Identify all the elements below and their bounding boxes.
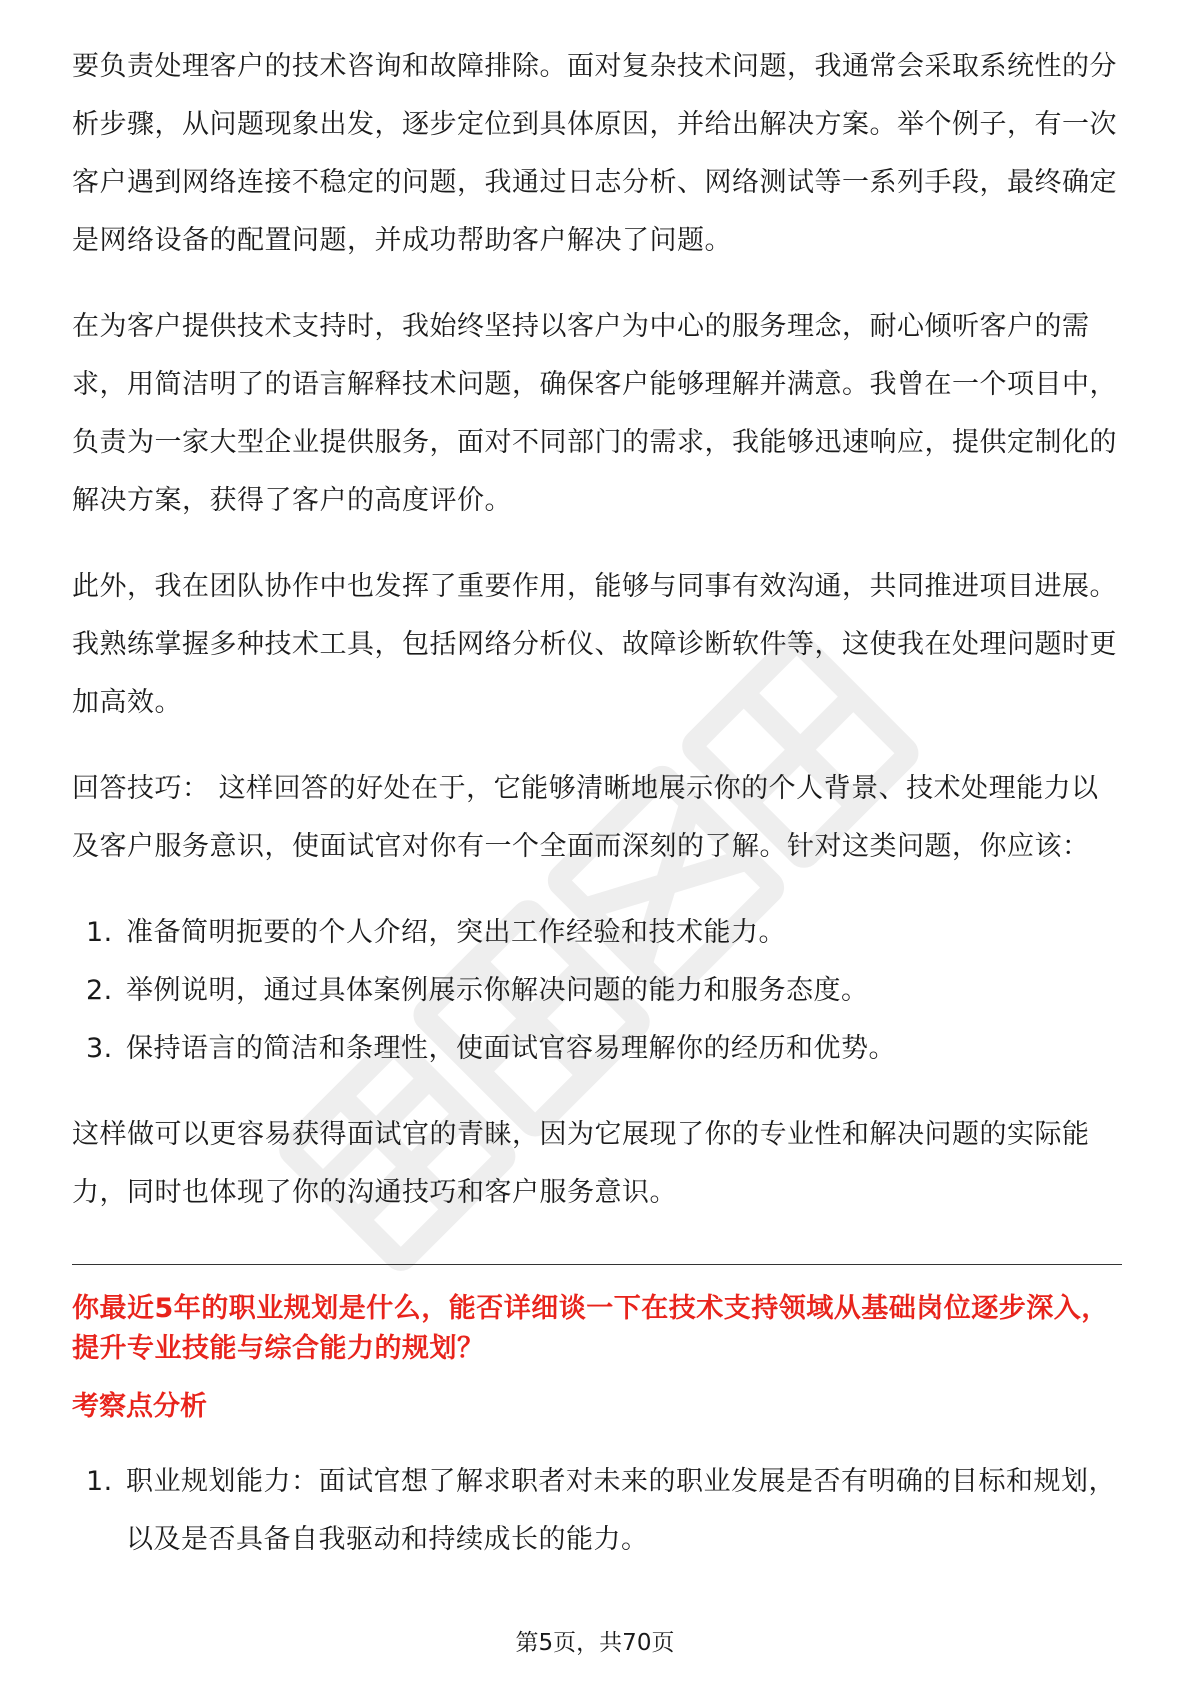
list-item-number: 3. [86, 1033, 113, 1064]
page-content [72, 38, 1122, 1569]
paragraph-customer-service: 在为客户提供技术支持时，我始终坚持以客户为中心的服务理念，耐心倾听客户的需求，用简洁明了的语言解释技术问题，确保客户能够理解并满意。我曾在一个项目中，负责为一家大型企业提供服务，面对不同部门的需求，我能够迅速响应，提供定制化的解决方案，获得了客户的高度评价。 [72, 311, 1117, 516]
list-item [72, 904, 1122, 962]
paragraph-experience: 要负责处理客户的技术咨询和故障排除。面对复杂技术问题，我通常会采取系统性的分析步骤，从问题现象出发，逐步定位到具体原因，并给出解决方案。举个例子，有一次客户遇到网络连接不稳定的问题，我通过日志分析、网络测试等一系列手段，最终确定是网络设备的配置问题，并成功帮助客户解决了问题。 [72, 51, 1117, 256]
list-item-number: 1. [86, 1466, 113, 1497]
list-item [72, 1453, 1122, 1569]
analysis-list [72, 1453, 1122, 1569]
list-item-text: 保持语言的简洁和条理性，使面试官容易理解你的经历和优势。 [126, 1033, 896, 1064]
section-divider [72, 1264, 1122, 1265]
paragraph-teamwork: 此外，我在团队协作中也发挥了重要作用，能够与同事有效沟通，共同推进项目进展。我熟练掌握多种技术工具，包括网络分析仪、故障诊断软件等，这使我在处理问题时更加高效。 [72, 571, 1117, 718]
tips-list [72, 904, 1122, 1078]
list-item-text: 职业规划能力：面试官想了解求职者对未来的职业发展是否有明确的目标和规划，以及是否具备自我驱动和持续成长的能力。 [126, 1466, 1116, 1555]
list-item-text: 准备简明扼要的个人介绍，突出工作经验和技术能力。 [126, 917, 786, 948]
analysis-heading: 考察点分析 [72, 1391, 207, 1422]
list-item [72, 962, 1122, 1020]
paragraph-answer-tips: 回答技巧： 这样回答的好处在于，它能够清晰地展示你的个人背景、技术处理能力以及客户服务意识，使面试官对你有一个全面而深刻的了解。针对这类问题，你应该： [72, 773, 1099, 862]
paragraph-closing: 这样做可以更容易获得面试官的青睐，因为它展现了你的专业性和解决问题的实际能力，同时也体现了你的沟通技巧和客户服务意识。 [72, 1119, 1090, 1208]
list-item-text: 举例说明，通过具体案例展示你解决问题的能力和服务态度。 [126, 975, 869, 1006]
list-item [72, 1020, 1122, 1078]
page-footer: 第5页，共70页 [515, 1630, 675, 1656]
interview-question: 你最近5年的职业规划是什么，能否详细谈一下在技术支持领域从基础岗位逐步深入，提升专业技能与综合能力的规划？ [72, 1293, 1109, 1364]
list-item-number: 1. [86, 917, 113, 948]
list-item-number: 2. [86, 975, 113, 1006]
